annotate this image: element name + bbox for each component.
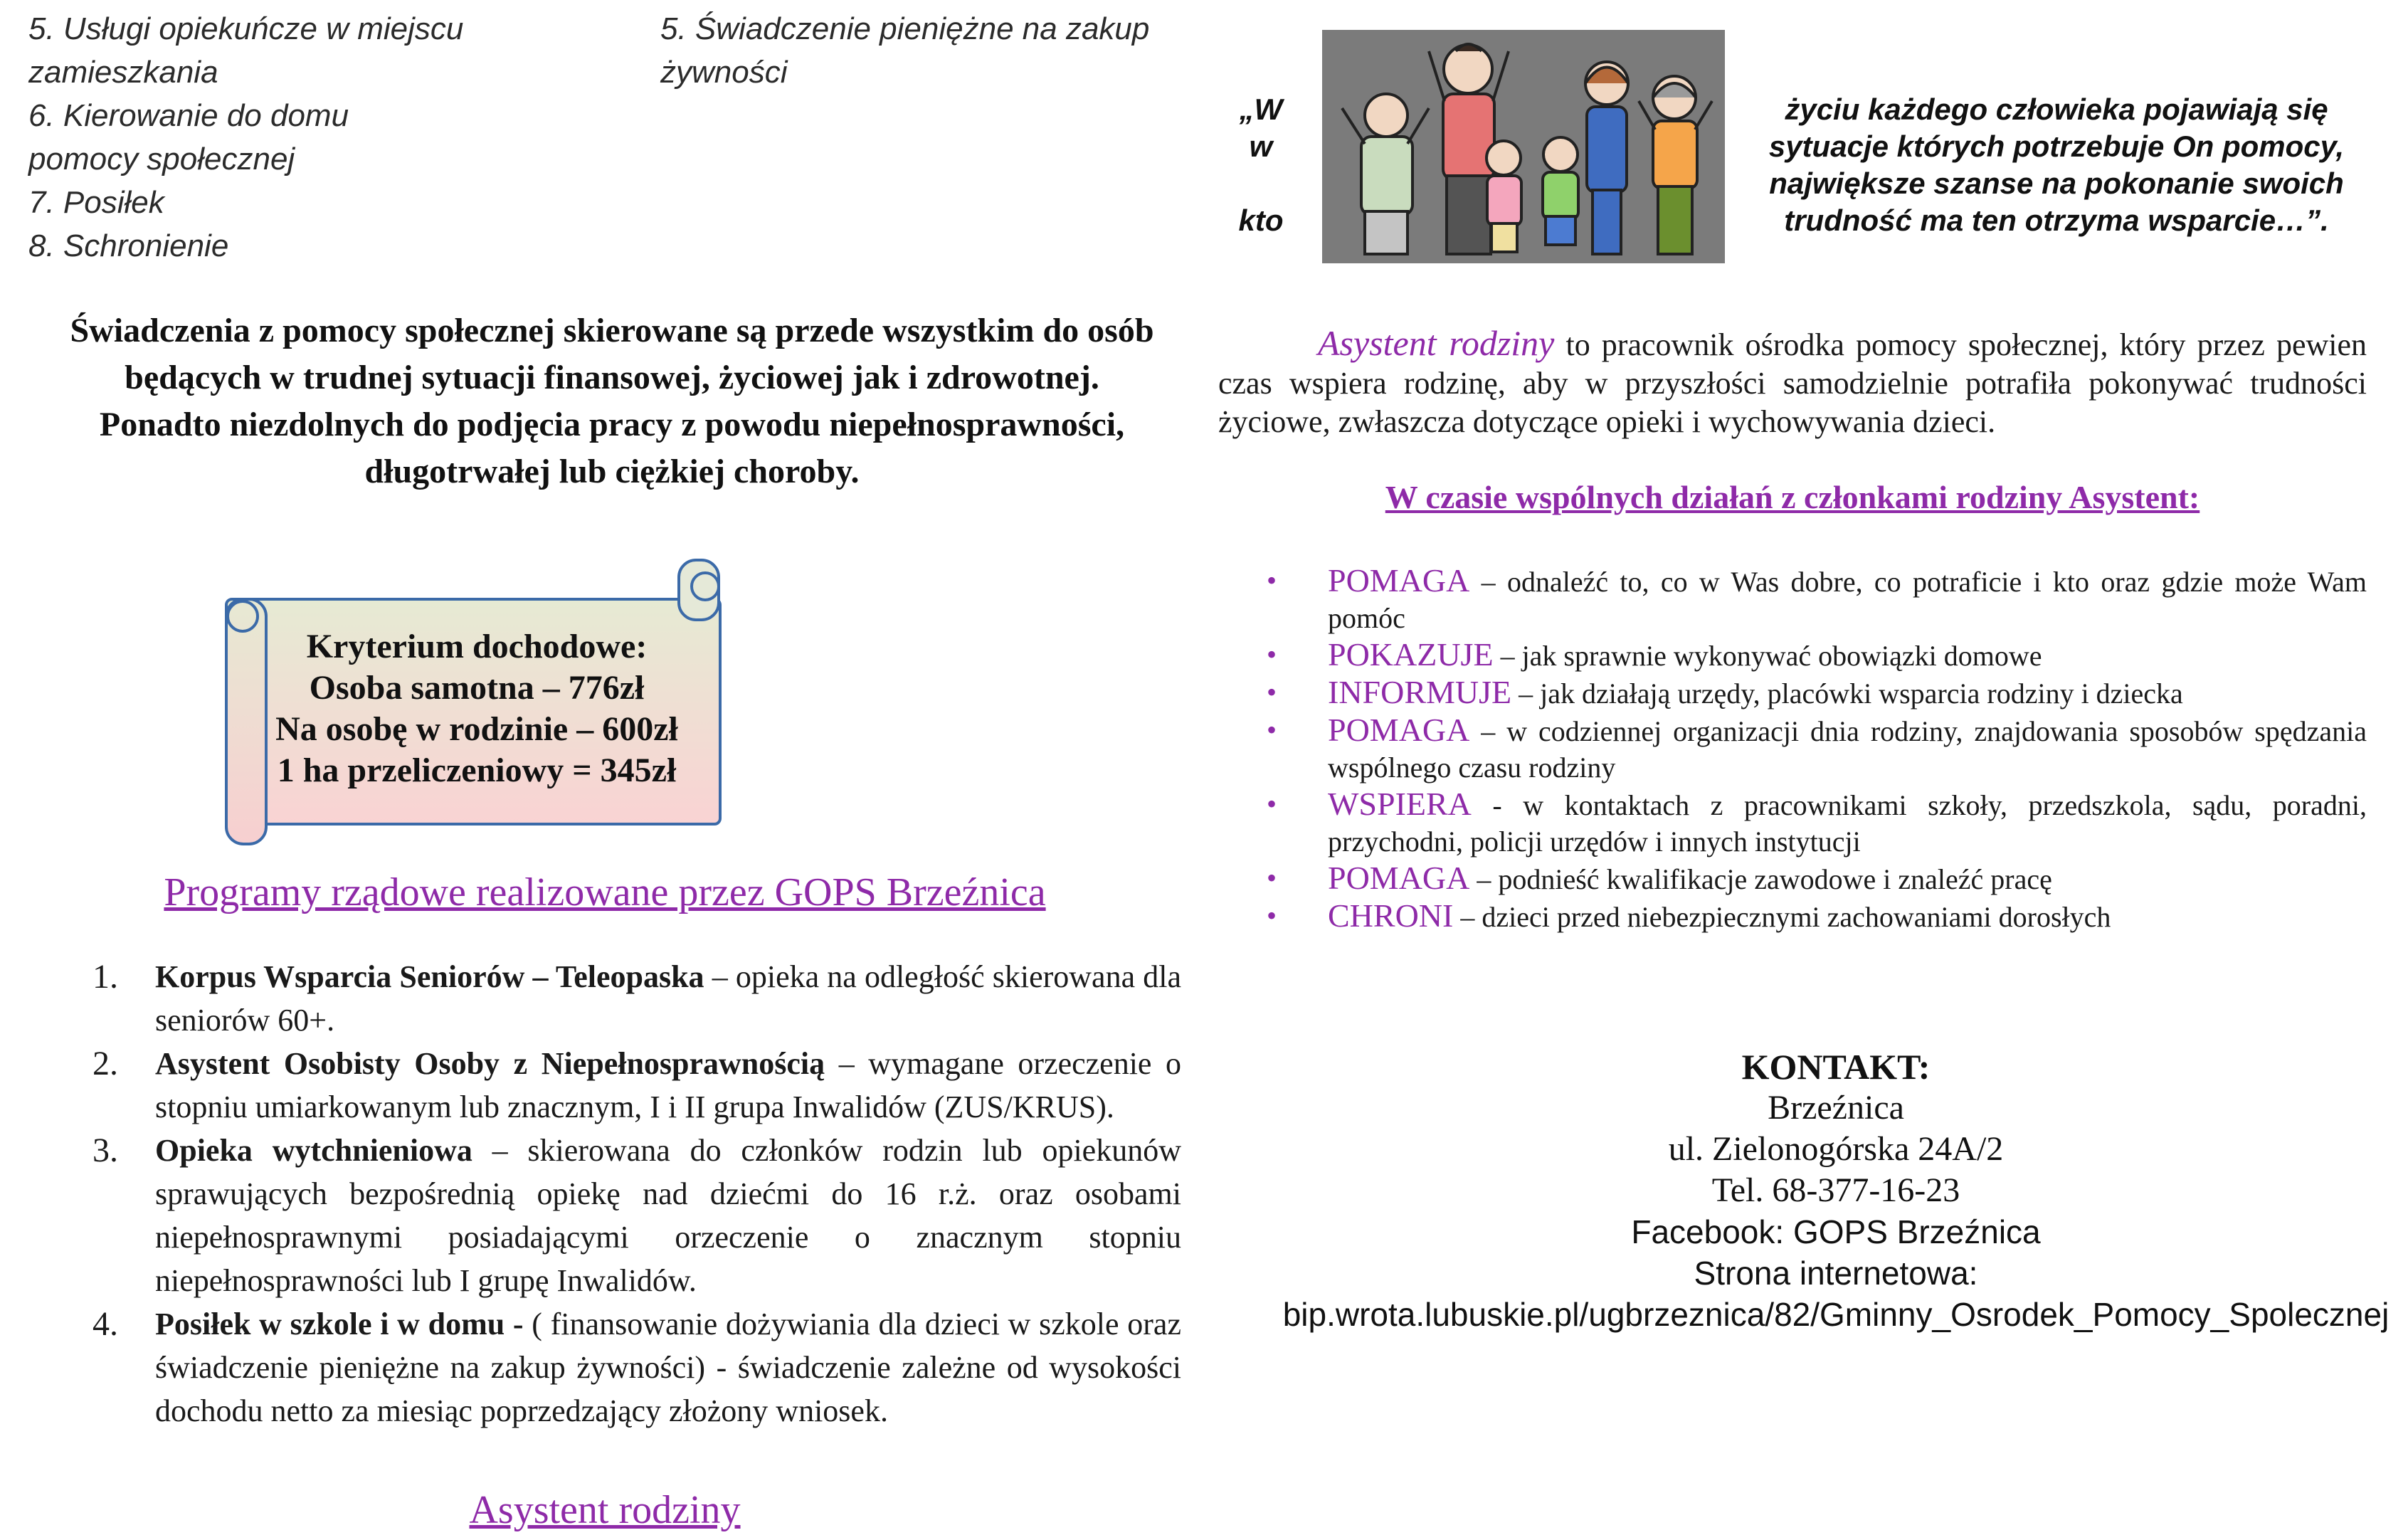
- programs-heading: Programy rządowe realizowane przez GOPS Brzeźnica: [164, 870, 1046, 914]
- bullet-text: [1328, 712, 2367, 786]
- list-line: 7. Posiłek: [28, 185, 164, 220]
- family-illustration-svg: [1322, 30, 1725, 263]
- bullet-icon: •: [1267, 676, 1277, 708]
- quote-left-words: [1218, 91, 1304, 239]
- bullet-keyword: POKAZUJE: [1328, 636, 1494, 673]
- services-list-col1: [28, 7, 612, 268]
- bullet-desc: – podnieść kwalifikacje zawodowe i znaleźć pracę: [1469, 863, 2052, 895]
- bullet-desc: – w codziennej organizacji dnia rodziny, znajdowania sposobów spędzania wspólnego czasu rodziny: [1328, 715, 2367, 784]
- figure-boy: [1543, 137, 1578, 245]
- bullet-icon: •: [1267, 638, 1277, 670]
- contact-title: KONTAKT:: [1741, 1047, 1931, 1087]
- list-line: 6. Kierowanie do domu: [28, 98, 349, 133]
- bullet-item: [1267, 897, 2367, 935]
- programs-list: [93, 955, 1181, 1433]
- contact-phone: Tel. 68-377-16-23: [1711, 1171, 1960, 1209]
- item-title: Opieka wytchnieniowa: [155, 1133, 472, 1168]
- bullet-text: [1328, 562, 2367, 636]
- bullet-keyword: POMAGA: [1328, 562, 1470, 598]
- item-text: [155, 955, 1181, 1042]
- bullet-desc: – odnaleźć to, co w Was dobre, co potraficie i kto oraz gdzie może Wam pomóc: [1328, 566, 2367, 634]
- list-item: [93, 1302, 1181, 1433]
- family-illustration: [1322, 30, 1725, 263]
- item-number: 4.: [93, 1305, 118, 1343]
- contact-web-label: Strona internetowa:: [1694, 1255, 1978, 1292]
- figure-girl: [1486, 141, 1521, 252]
- criteria-text: [249, 626, 704, 791]
- list-line: 5. Świadczenie pieniężne na zakup: [660, 11, 1150, 46]
- bullet-desc: - w kontaktach z pracownikami szkoły, przedszkola, sądu, poradni, przychodni, policji urzędów i innych instytucji: [1328, 789, 2367, 858]
- item-text: [155, 1042, 1181, 1129]
- asystent-subheading: W czasie wspólnych działań z członkami rodziny Asystent:: [1385, 479, 2200, 515]
- asystent-heading: Asystent rodziny: [469, 1488, 741, 1532]
- list-item: [93, 1129, 1181, 1302]
- income-criteria-scroll: [221, 559, 726, 861]
- bullet-text: [1328, 786, 2367, 860]
- bullet-icon: •: [1267, 788, 1277, 820]
- bullet-keyword: WSPIERA: [1328, 786, 1472, 822]
- list-line: żywności: [660, 55, 788, 90]
- criteria-line: 1 ha przeliczeniowy = 345zł: [277, 751, 677, 789]
- item-number: 1.: [93, 958, 118, 996]
- bullet-icon: •: [1267, 900, 1277, 932]
- contact-facebook: Facebook: GOPS Brzeźnica: [1631, 1213, 2041, 1250]
- list-line: zamieszkania: [28, 55, 218, 90]
- bullet-desc: – jak działają urzędy, placówki wsparcia rodziny i dziecka: [1511, 677, 2183, 710]
- bullet-item: [1267, 712, 2367, 786]
- item-desc: – wymagane orzeczenie o stopniu umiarkowanym lub znacznym, I i II grupa Inwalidów (ZUS/KRUS).: [155, 1046, 1182, 1124]
- item-title: Korpus Wsparcia Seniorów – Teleopaska: [155, 959, 704, 994]
- item-text: [155, 1302, 1181, 1433]
- bullet-item: [1267, 562, 2367, 636]
- quote-word: „W: [1239, 93, 1283, 126]
- bullet-item: [1267, 636, 2367, 674]
- intro-paragraph: [28, 307, 1195, 495]
- item-title: Posiłek w szkole i w domu -: [155, 1307, 524, 1341]
- item-desc: – opieka na odległość skierowana dla seniorów 60+.: [155, 959, 1182, 1038]
- quote-word: w: [1249, 130, 1273, 163]
- intro-line: będących w trudnej sytuacji finansowej, życiowej jak i zdrowotnej.: [125, 359, 1099, 396]
- list-item: [93, 1042, 1181, 1129]
- item-text: [155, 1129, 1181, 1302]
- asystent-text: to pracownik ośrodka pomocy społecznej, który przez pewien czas wspiera rodzinę, aby w przyszłości samodzielnie potrafiła pokonywać trudności życiowe, zwłaszcza dotyczące opieki i wychowywania dzieci.: [1218, 327, 2367, 439]
- bullet-item: [1267, 786, 2367, 860]
- intro-line: Ponadto niezdolnych do podjęcia pracy z powodu niepełnosprawności,: [99, 406, 1125, 443]
- item-desc: ( finansowanie dożywiania dla dzieci w szkole oraz świadczenie pieniężne na zakup żywności) - świadczenie zależne od wysokości dochodu netto za miesiąc poprzedzający złożony wniosek.: [155, 1307, 1181, 1428]
- bullet-text: [1328, 897, 2367, 935]
- figure-mom: [1585, 62, 1628, 254]
- criteria-line: Na osobę w rodzinie – 600zł: [275, 710, 678, 748]
- scroll-curl: [690, 571, 720, 601]
- bullet-icon: •: [1267, 714, 1277, 746]
- bullet-item: [1267, 860, 2367, 897]
- bullet-text: [1328, 636, 2367, 674]
- list-line: 5. Usługi opiekuńcze w miejscu: [28, 11, 464, 46]
- contact-url: bip.wrota.lubuskie.pl/ugbrzeznica/82/Gminny_Osrodek_Pomocy_Spolecznej: [1282, 1296, 2389, 1333]
- bullet-icon: •: [1267, 564, 1277, 596]
- item-number: 3.: [93, 1132, 118, 1169]
- bullet-keyword: POMAGA: [1328, 712, 1470, 748]
- asystent-lead: Asystent rodziny: [1318, 323, 1555, 363]
- services-list-col2: [660, 7, 1201, 94]
- bullet-desc: – jak sprawnie wykonywać obowiązki domowe: [1493, 640, 2042, 672]
- bullet-text: [1328, 674, 2367, 712]
- contact-city: Brzeźnica: [1768, 1089, 1904, 1127]
- contact-block: [1274, 1046, 2398, 1335]
- bullet-desc: – dzieci przed niebezpiecznymi zachowaniami dorosłych: [1453, 901, 2111, 933]
- item-desc: – skierowana do członków rodzin lub opiekunów sprawujących bezpośrednią opiekę nad dziećmi do 16 r.ż. oraz osobami niepełnosprawnymi posiadającymi orzeczenie o znacznym stopniu niepełnosprawności lub I grupę Inwalidów.: [155, 1133, 1181, 1298]
- asystent-description: [1218, 324, 2367, 441]
- criteria-line: Osoba samotna – 776zł: [309, 669, 645, 707]
- bullet-keyword: INFORMUJE: [1328, 674, 1512, 710]
- intro-line: Świadczenia z pomocy społecznej skierowane są przede wszystkim do osób: [70, 312, 1154, 349]
- item-number: 2.: [93, 1045, 118, 1082]
- quote-text: życiu każdego człowieka pojawiają się sytuacje których potrzebuje On pomocy, największe szanse na pokonanie swoich trudność ma ten otrzyma wsparcie…”.: [1768, 93, 2345, 237]
- intro-line: długotrwałej lub ciężkiej choroby.: [364, 453, 860, 490]
- criteria-title: Kryterium dochodowe:: [306, 628, 648, 665]
- list-line: pomocy społecznej: [28, 142, 295, 176]
- contact-street: ul. Zielonogórska 24A/2: [1668, 1130, 2004, 1168]
- quote-word: [1218, 165, 1304, 202]
- bullet-text: [1328, 860, 2367, 897]
- bullet-keyword: POMAGA: [1328, 860, 1470, 896]
- list-line: 8. Schronienie: [28, 228, 229, 263]
- bullet-keyword: CHRONI: [1328, 897, 1454, 934]
- bullet-icon: •: [1267, 862, 1277, 894]
- item-title: Asystent Osobisty Osoby z Niepełnosprawnością: [155, 1046, 825, 1081]
- bullet-item: [1267, 674, 2367, 712]
- asystent-bullets: [1267, 562, 2367, 935]
- quote-word: kto: [1238, 204, 1284, 237]
- list-item: [93, 955, 1181, 1042]
